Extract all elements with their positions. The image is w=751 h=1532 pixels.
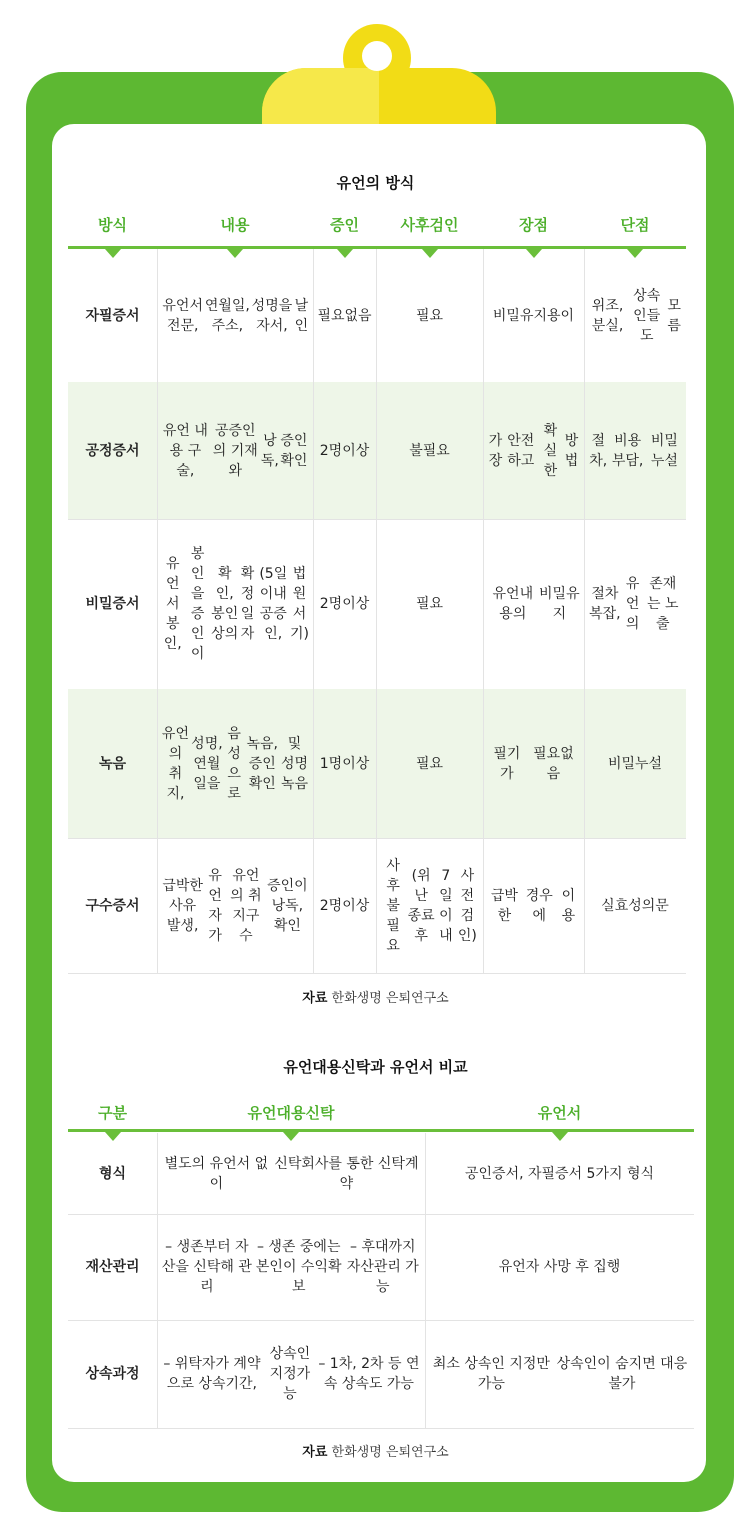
table1-header-2: 증인 xyxy=(330,216,359,234)
table1-cell-pros: 필기가 필요없음 xyxy=(493,745,574,782)
table2-header-0: 구분 xyxy=(98,1104,127,1122)
table1-cell-pros: 비밀유지 용이 xyxy=(492,307,575,324)
table2-col-divider xyxy=(157,1214,158,1320)
table2-cell-trust: – 생존부터 자산을 신탁해 관리 – 생존 중에는 본인이 수익확보 – 후대까지 자산관리 가능 xyxy=(161,1239,419,1295)
table2-header-rule xyxy=(68,1129,694,1132)
table1-cell-pros: 가장 안전하고 확실한 방법 xyxy=(488,422,579,479)
table2-cell-trust: – 위탁자가 계약으로 상속기간, 상속인 지정가능 – 1차, 2차 등 연속 상속도 가능 xyxy=(163,1346,420,1402)
table1-cell-probate: 필요 xyxy=(415,755,444,772)
table1-cell-witness: 필요 없음 xyxy=(317,307,372,324)
table1-cell-name: 구수증서 xyxy=(85,897,140,914)
table1-col-divider xyxy=(313,382,314,519)
table1-cell-name: 녹음 xyxy=(98,755,127,772)
table1-col-divider xyxy=(376,382,377,519)
table1-header-1: 내용 xyxy=(220,216,250,234)
table2-cell-will: 공인증서, 자필증서 5가지 형식 xyxy=(465,1165,654,1182)
table1-cell-content: 급박한 사유 발생, 유언자가 유언의 취지구수 증인이 낭독, 확인 xyxy=(162,867,308,944)
table1-col-divider xyxy=(376,519,377,689)
table1-cell-witness: 2명 이상 xyxy=(319,442,370,459)
table1-cell-content: 유언의 취지, 성명, 연월일을 음성으로 녹음, 증인 확인 및 성명 녹음 xyxy=(161,725,309,802)
table2-col-divider xyxy=(425,1133,426,1214)
table2-col-divider xyxy=(157,1133,158,1214)
table2-cell-will: 최소 상속인 지정만 가능 상속인이 숨지면 대응 불가 xyxy=(432,1356,688,1392)
clip-hole xyxy=(362,41,392,71)
table1-cell-cons: 실효성 의문 xyxy=(601,897,669,914)
table1-source xyxy=(0,987,751,1006)
table1-col-divider xyxy=(313,838,314,973)
table1-cell-probate: 필요 xyxy=(415,596,444,612)
source-text: 한화생명 은퇴연구소 xyxy=(331,991,449,1006)
table1-col-divider xyxy=(483,249,484,382)
table1-cell-name: 비밀증서 xyxy=(85,596,140,612)
table2-col-divider xyxy=(157,1320,158,1428)
source-label: 자료 xyxy=(302,991,328,1006)
table1-cell-pros: 유언내용의 비밀유지 xyxy=(492,586,580,622)
table2-cell-trust: 별도의 유언서 없이 신탁회사를 통한 신탁계약 xyxy=(164,1155,419,1192)
table1-col-divider xyxy=(313,519,314,689)
table2-cell-name: 재산관리 xyxy=(85,1259,140,1275)
table1-cell-witness: 2명 이상 xyxy=(319,897,370,914)
table1-cell-cons: 절차 복잡, 유언의 존재는 노출 xyxy=(589,576,679,632)
table1-col-divider xyxy=(376,838,377,973)
table1-header-5: 단점 xyxy=(620,216,650,234)
table1-col-divider xyxy=(483,689,484,838)
table1-col-divider xyxy=(313,689,314,838)
table2-header-1: 유언대용신탁 xyxy=(247,1104,335,1122)
table1-col-divider xyxy=(584,382,585,519)
table1-cell-probate: 사후 불필요 (위난 종료 후 7일 이내 사전 검인) xyxy=(386,857,477,954)
table1-row-divider xyxy=(68,973,686,974)
table1-cell-cons: 비밀누설 xyxy=(607,755,663,772)
table1-title: 유언의 방식 xyxy=(336,174,415,192)
source-label: 자료 xyxy=(302,1445,328,1460)
table1-cell-name: 자필증서 xyxy=(85,307,140,324)
table1-col-divider xyxy=(584,689,585,838)
table1-cell-cons: 절차, 비용부담, 비밀누설 xyxy=(589,432,678,469)
table1-cell-witness: 1명 이상 xyxy=(319,755,370,772)
table1-col-divider xyxy=(313,249,314,382)
table1-col-divider xyxy=(157,838,158,973)
table2-source xyxy=(0,1441,751,1460)
table1-col-divider xyxy=(584,838,585,973)
table1-col-divider xyxy=(376,249,377,382)
table1-cell-probate: 불필요 xyxy=(409,442,450,459)
table1-col-divider xyxy=(157,689,158,838)
table1-cell-content: 유언서 봉인, 봉인을 증인이 확인, 봉인상의 확정 일자 (5일 이내 공증인, 법원서기) xyxy=(163,546,310,662)
table1-header-3: 사후검인 xyxy=(400,216,459,234)
table1-col-divider xyxy=(157,382,158,519)
table1-cell-witness: 2명 이상 xyxy=(319,596,370,612)
table2-col-divider xyxy=(425,1214,426,1320)
table2-row-divider xyxy=(68,1428,694,1429)
table1-col-divider xyxy=(157,249,158,382)
table2-cell-name: 형식 xyxy=(98,1165,127,1182)
table1-cell-name: 공정증서 xyxy=(85,442,140,459)
table1-cell-content: 유언 내용 구술, 공증인의 기재와 낭독, 증인 확인 xyxy=(162,422,308,479)
table2-cell-name: 상속과정 xyxy=(85,1366,140,1382)
table1-col-divider xyxy=(483,838,484,973)
table1-col-divider xyxy=(584,519,585,689)
table1-header-4: 장점 xyxy=(519,216,548,234)
table1-header-0: 방식 xyxy=(98,216,127,234)
table1-col-divider xyxy=(376,689,377,838)
table2-title: 유언대용신탁과 유언서 비교 xyxy=(283,1058,468,1076)
table2-cell-will: 유언자 사망 후 집행 xyxy=(498,1259,621,1275)
table1-col-divider xyxy=(483,382,484,519)
table2-header-2: 유언서 xyxy=(537,1104,582,1122)
table1-cell-pros: 급박한 경우에 이용 xyxy=(490,887,576,924)
table2-col-divider xyxy=(425,1320,426,1428)
table1-col-divider xyxy=(584,249,585,382)
table1-cell-content: 유언서 전문, 연월일, 주소, 성명을 자서, 날인 xyxy=(162,297,309,334)
table1-cell-probate: 필요 xyxy=(415,307,444,324)
table1-col-divider xyxy=(157,519,158,689)
source-text: 한화생명 은퇴연구소 xyxy=(331,1445,449,1460)
table1-col-divider xyxy=(483,519,484,689)
table1-cell-cons: 위조, 분실, 상속인들도 모름 xyxy=(591,287,681,344)
